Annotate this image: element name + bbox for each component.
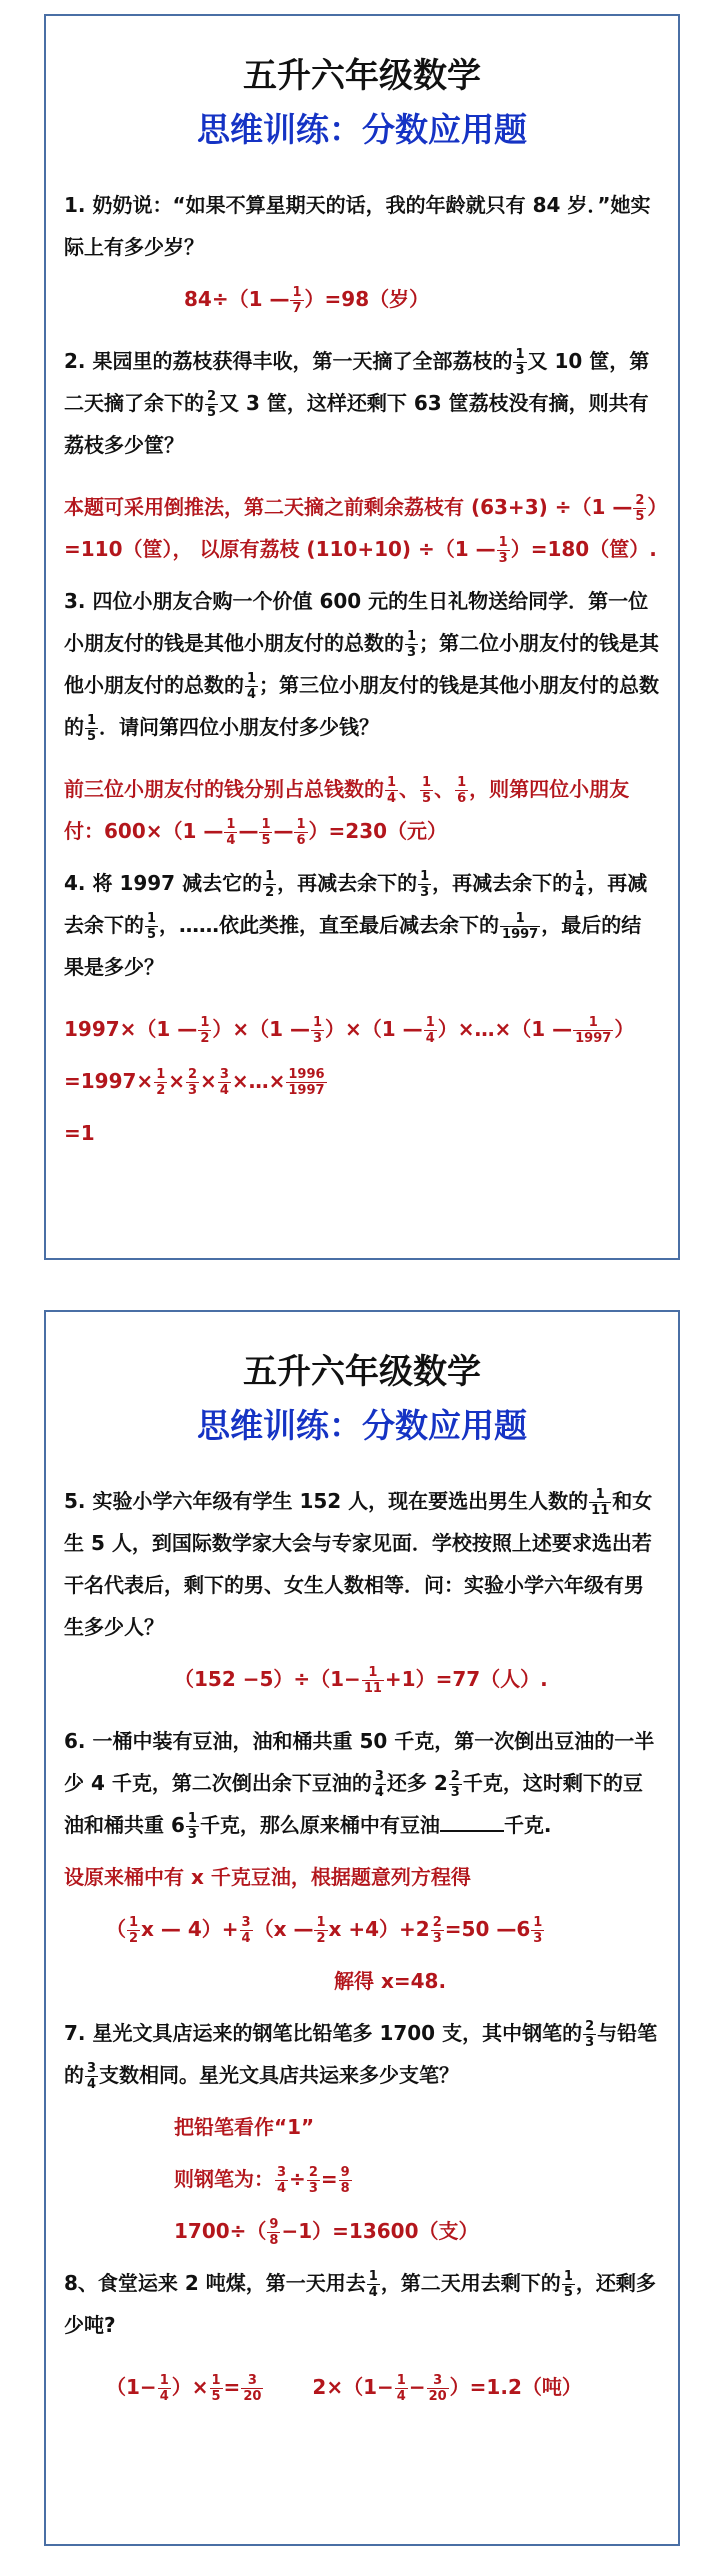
problem-3-answer: 前三位小朋友付的钱分别占总钱数的 $\frac{1}{4}$ 、 $\frac{1}{5}$ 、 $\frac{1}{6}$ ，则第四位小朋友付：600×（1 — $\frac{1}{4}$ — $\frac{1}{5}$ — $\frac{1}{6}$ ）=230（元）: [64, 775, 630, 848]
problem-2-question: 2. 果园里的荔枝获得丰收，第一天摘了全部荔枝的 $\frac{1}{3}$ 又 10 筐，第二天摘了余下的 $\frac{2}{5}$ 又 3 筐，这样还剩下 63 筐荔枝没有摘，则共有荔枝多少筐？: [64, 347, 650, 457]
fraction: $\frac{1}{7}$: [292, 285, 302, 316]
problem-4-answer-line-2: =1997× $\frac{1}{2}$ × $\frac{2}{3}$ × $\frac{3}{4}$ ×…× $\frac{1996}{1997}$: [64, 1067, 325, 1098]
fraction: $\frac{3}{4}$: [87, 2061, 97, 2092]
fraction: $\frac{1}{2}$: [156, 1067, 166, 1098]
fraction: $\frac{2}{3}$: [308, 2165, 318, 2196]
answer-blank: [440, 1810, 504, 1832]
fraction: $\frac{1}{4}$: [159, 2373, 169, 2404]
fraction: $\frac{1}{3}$: [515, 347, 525, 378]
problem-1-answer: 84÷（1 — $\frac{1}{7}$ ）=98（岁）: [184, 285, 430, 316]
fraction: $\frac{1}{3}$: [187, 1811, 197, 1842]
fraction: $\frac{3}{4}$: [277, 2165, 287, 2196]
fraction: $\frac{1}{4}$: [575, 869, 585, 900]
fraction: $\frac{2}{3}$: [188, 1067, 198, 1098]
fraction: $\frac{1}{2}$: [316, 1915, 326, 1946]
fraction: $\frac{1}{1997}$: [575, 1015, 612, 1046]
problem-8-question: 8、食堂运来 2 吨煤，第一天用去 $\frac{1}{4}$ ，第二天用去剩下的 $\frac{1}{5}$ ，还剩多少吨?: [64, 2269, 656, 2337]
fraction: $\frac{1}{5}$: [422, 775, 432, 806]
fraction: $\frac{1}{3}$: [533, 1915, 543, 1946]
fraction: $\frac{1}{5}$: [87, 713, 97, 744]
fraction: $\frac{1}{4}$: [368, 2269, 378, 2300]
page-title: 五升六年级数学: [243, 56, 481, 96]
problem-4-question: 4. 将 1997 减去它的 $\frac{1}{2}$ ，再减去余下的 $\frac{1}{3}$ ，再减去余下的 $\frac{1}{4}$ ，再减去余下的 $\frac{1}{5}$ ，……依此类推，直至最后减去余下的 $\frac{1}{1997}$ ，最后的结果是多少？: [64, 869, 648, 979]
fraction: $\frac{1}{3}$: [407, 629, 417, 660]
fraction: $\frac{9}{8}$: [340, 2165, 350, 2196]
fraction: $\frac{1}{11}$: [591, 1487, 610, 1518]
problem-5-answer: （152 −5）÷（1− $\frac{1}{11}$ +1）=77（人）.: [174, 1665, 548, 1696]
fraction: $\frac{9}{8}$: [269, 2217, 279, 2248]
worksheet-card-1: [44, 14, 680, 1260]
fraction: $\frac{1}{3}$: [498, 535, 508, 566]
fraction: $\frac{1}{4}$: [396, 2373, 406, 2404]
fraction: $\frac{1}{2}$: [200, 1015, 210, 1046]
fraction: $\frac{2}{3}$: [432, 1915, 442, 1946]
fraction: $\frac{3}{20}$: [243, 2373, 262, 2404]
problem-4-answer-line-1: 1997×（1 — $\frac{1}{2}$ ）×（1 — $\frac{1}{3}$ ）×（1 — $\frac{1}{4}$ ）×…×（1 — $\frac{1}{1997}$ ）: [64, 1015, 635, 1046]
problem-5-question: 5. 实验小学六年级有学生 152 人，现在要选出男生人数的 $\frac{1}{11}$ 和女生 5 人，到国际数学家大会与专家见面．学校按照上述要求选出若干名代表后，剩下的男、女生人数相等．问：实验小学六年级有男生多少人？: [64, 1487, 653, 1639]
fraction: $\frac{3}{20}$: [428, 2373, 447, 2404]
fraction: $\frac{1}{6}$: [296, 817, 306, 848]
fraction: $\frac{1}{4}$: [425, 1015, 435, 1046]
fraction: $\frac{2}{3}$: [585, 2019, 595, 2050]
fraction: $\frac{1}{11}$: [363, 1665, 382, 1696]
problem-6-question: 6. 一桶中装有豆油，油和桶共重 50 千克，第一次倒出豆油的一半少 4 千克，第二次倒出余下豆油的 $\frac{3}{4}$ 还多 2 $\frac{2}{3}$ 千克，这时剩下的豆油和桶共重 6 $\frac{1}{3}$ 千克，那么原来桶中有豆油 千克.: [64, 1729, 655, 1842]
worksheet-card-2: [44, 1310, 680, 2546]
problem-7-question: 7. 星光文具店运来的钢笔比铅笔多 1700 支，其中钢笔的 $\frac{2}{3}$ 与铅笔的 $\frac{3}{4}$ 支数相同。星光文具店共运来多少支笔？: [64, 2019, 658, 2092]
fraction: $\frac{1}{4}$: [387, 775, 397, 806]
fraction: $\frac{2}{5}$: [207, 389, 217, 420]
problem-8-answer: （1− $\frac{1}{4}$ ）× $\frac{1}{5}$ = $\frac{3}{20}$ 2×（1− $\frac{1}{4}$ − $\frac{3}{20}$ ）=1.2（吨）: [106, 2373, 582, 2404]
fraction: $\frac{1}{3}$: [313, 1015, 323, 1046]
fraction: $\frac{3}{4}$: [374, 1769, 384, 1800]
fraction: $\frac{1}{6}$: [457, 775, 467, 806]
page-subtitle: 思维训练：分数应用题: [197, 110, 527, 149]
fraction: $\frac{3}{4}$: [241, 1915, 251, 1946]
problem-7-answer-line-1: 把铅笔看作“1”: [174, 2115, 315, 2139]
fraction: $\frac{1}{3}$: [420, 869, 430, 900]
problem-2-answer: 本题可采用倒推法，第二天摘之前剩余荔枝有 (63+3) ÷（1 — $\frac{2}{5}$ ）=110（筐）， 以原有荔枝 (110+10) ÷（1 — $\frac{1}{3}$ ）=180（筐）.: [64, 493, 658, 566]
problem-6-answer-line-1: 设原来桶中有 x 千克豆油，根据题意列方程得: [64, 1865, 471, 1889]
fraction: $\frac{1}{2}$: [265, 869, 275, 900]
problem-3-question: 3. 四位小朋友合购一个价值 600 元的生日礼物送给同学．第一位小朋友付的钱是其他小朋友付的总数的 $\frac{1}{3}$ ；第二位小朋友付的钱是其他小朋友付的总数的 $\frac{1}{4}$ ；第三位小朋友付的钱是其他小朋友付的总数的 $\frac{1}{5}$ ．请问第四位小朋友付多少钱？: [64, 589, 660, 744]
fraction: $\frac{1}{1997}$: [502, 911, 539, 942]
problem-6-answer-line-2: （ $\frac{1}{2}$ x — 4）+ $\frac{3}{4}$ （x — $\frac{1}{2}$ x +4）+2 $\frac{2}{3}$ =50 —6 $\frac{1}{3}$: [106, 1915, 543, 1946]
problem-7-answer-line-3: 1700÷（ $\frac{9}{8}$ −1）=13600（支）: [174, 2217, 479, 2248]
fraction: $\frac{1996}{1997}$: [288, 1067, 325, 1098]
fraction: $\frac{1}{5}$: [147, 911, 157, 942]
fraction: $\frac{2}{5}$: [635, 493, 645, 524]
page-title: 五升六年级数学: [243, 1352, 481, 1392]
fraction: $\frac{1}{4}$: [226, 817, 236, 848]
fraction: $\frac{3}{4}$: [219, 1067, 229, 1098]
problem-1-question: 1. 奶奶说：“如果不算星期天的话，我的年龄就只有 84 岁．”她实际上有多少岁？: [64, 193, 651, 259]
fraction: $\frac{1}{5}$: [211, 2373, 221, 2404]
page-subtitle: 思维训练：分数应用题: [197, 1406, 527, 1445]
fraction: $\frac{1}{4}$: [247, 671, 257, 702]
fraction: $\frac{1}{5}$: [563, 2269, 573, 2300]
problem-6-answer-line-3: 解得 x=48.: [334, 1969, 447, 1993]
problem-7-answer-line-2: 则钢笔为： $\frac{3}{4}$ ÷ $\frac{2}{3}$ = $\frac{9}{8}$: [174, 2165, 350, 2196]
fraction: $\frac{1}{5}$: [261, 817, 271, 848]
fraction: $\frac{1}{2}$: [129, 1915, 139, 1946]
fraction: $\frac{2}{3}$: [450, 1769, 460, 1800]
problem-4-answer-line-3: =1: [64, 1121, 95, 1145]
